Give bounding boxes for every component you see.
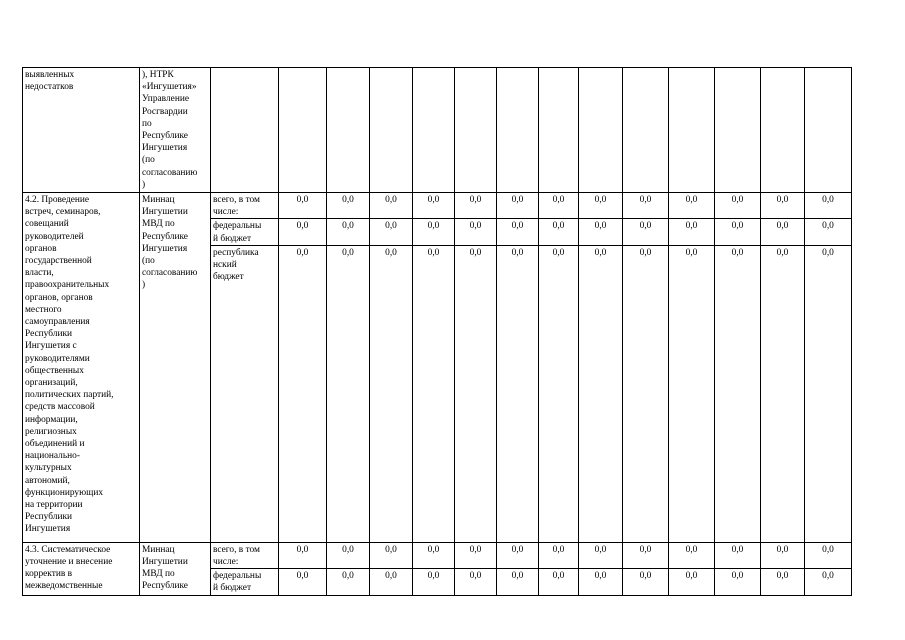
value-cell: 0,0 xyxy=(327,219,370,245)
value-cell xyxy=(761,68,805,193)
value-cell: 0,0 xyxy=(455,193,497,219)
value-cell: 0,0 xyxy=(761,245,805,542)
value-cell: 0,0 xyxy=(761,542,805,568)
value-cell xyxy=(279,68,327,193)
value-cell: 0,0 xyxy=(579,193,623,219)
value-cell xyxy=(805,68,852,193)
value-cell: 0,0 xyxy=(579,569,623,595)
value-cell: 0,0 xyxy=(327,569,370,595)
value-cell: 0,0 xyxy=(279,542,327,568)
value-cell: 0,0 xyxy=(669,193,715,219)
value-cell xyxy=(497,68,539,193)
value-cell: 0,0 xyxy=(623,569,669,595)
value-cell: 0,0 xyxy=(805,245,852,542)
value-cell: 0,0 xyxy=(623,193,669,219)
value-cell xyxy=(623,68,669,193)
value-cell xyxy=(413,68,455,193)
table-row xyxy=(23,193,852,219)
value-cell: 0,0 xyxy=(539,219,579,245)
value-cell: 0,0 xyxy=(370,245,413,542)
value-cell: 0,0 xyxy=(669,245,715,542)
value-cell: 0,0 xyxy=(327,245,370,542)
measure-cell: 4.2. Проведение встреч, семинаров, совещаний руководителей органов государственной власти, правоохранительных органов, органов местного самоуправления Республики Ингушетия с руководителями общественных организаций, политических партий, средств массовой информации, религиозных объединений и национально- культурных автономий, функционирующих на территории Республики Ингушетия xyxy=(23,193,140,543)
value-cell: 0,0 xyxy=(669,219,715,245)
value-cell xyxy=(539,68,579,193)
value-cell xyxy=(579,68,623,193)
value-cell: 0,0 xyxy=(279,569,327,595)
value-cell: 0,0 xyxy=(761,193,805,219)
value-cell xyxy=(327,68,370,193)
value-cell: 0,0 xyxy=(805,193,852,219)
value-cell: 0,0 xyxy=(715,569,761,595)
value-cell: 0,0 xyxy=(715,193,761,219)
funding-source-cell: всего, в том числе: xyxy=(211,193,279,219)
value-cell: 0,0 xyxy=(413,193,455,219)
value-cell: 0,0 xyxy=(539,193,579,219)
value-cell: 0,0 xyxy=(279,193,327,219)
value-cell: 0,0 xyxy=(455,569,497,595)
value-cell: 0,0 xyxy=(370,542,413,568)
measure-cell: 4.3. Систематическое уточнение и внесение корректив в межведомственные xyxy=(23,542,140,595)
value-cell: 0,0 xyxy=(805,219,852,245)
value-cell: 0,0 xyxy=(715,245,761,542)
value-cell: 0,0 xyxy=(623,542,669,568)
table-row xyxy=(23,68,852,193)
value-cell: 0,0 xyxy=(623,245,669,542)
value-cell: 0,0 xyxy=(413,569,455,595)
value-cell: 0,0 xyxy=(279,219,327,245)
value-cell: 0,0 xyxy=(623,219,669,245)
funding-source-cell: всего, в том числе: xyxy=(211,542,279,568)
value-cell: 0,0 xyxy=(715,542,761,568)
value-cell: 0,0 xyxy=(761,219,805,245)
value-cell: 0,0 xyxy=(805,569,852,595)
value-cell: 0,0 xyxy=(715,219,761,245)
value-cell: 0,0 xyxy=(761,569,805,595)
value-cell: 0,0 xyxy=(497,219,539,245)
value-cell: 0,0 xyxy=(327,542,370,568)
executor-cell: ), НТРК «Ингушетия» Управление Росгвардии по Республике Ингушетия (по согласованию ) xyxy=(140,68,211,193)
value-cell: 0,0 xyxy=(327,193,370,219)
value-cell: 0,0 xyxy=(579,219,623,245)
value-cell: 0,0 xyxy=(497,193,539,219)
value-cell: 0,0 xyxy=(455,219,497,245)
value-cell: 0,0 xyxy=(370,569,413,595)
table-row xyxy=(23,542,852,568)
funding-source-cell: федеральны й бюджет xyxy=(211,569,279,595)
value-cell: 0,0 xyxy=(669,542,715,568)
value-cell: 0,0 xyxy=(370,219,413,245)
value-cell: 0,0 xyxy=(497,569,539,595)
executor-cell: Миннац Ингушетии МВД по Республике Ингушетия (по согласованию ) xyxy=(140,193,211,543)
value-cell: 0,0 xyxy=(539,569,579,595)
value-cell: 0,0 xyxy=(579,542,623,568)
budget-table xyxy=(22,67,852,596)
value-cell: 0,0 xyxy=(539,245,579,542)
value-cell xyxy=(370,68,413,193)
value-cell: 0,0 xyxy=(579,245,623,542)
value-cell: 0,0 xyxy=(370,193,413,219)
value-cell xyxy=(669,68,715,193)
value-cell: 0,0 xyxy=(413,219,455,245)
value-cell: 0,0 xyxy=(497,542,539,568)
value-cell: 0,0 xyxy=(279,245,327,542)
funding-source-cell: федеральны й бюджет xyxy=(211,219,279,245)
measure-cell: выявленных недостатков xyxy=(23,68,140,193)
value-cell xyxy=(715,68,761,193)
value-cell: 0,0 xyxy=(455,542,497,568)
executor-cell: Миннац Ингушетии МВД по Республике xyxy=(140,542,211,595)
source-cell xyxy=(211,68,279,193)
table-body xyxy=(23,68,852,596)
value-cell: 0,0 xyxy=(497,245,539,542)
value-cell: 0,0 xyxy=(413,245,455,542)
value-cell: 0,0 xyxy=(455,245,497,542)
value-cell: 0,0 xyxy=(805,542,852,568)
funding-source-cell: республика нский бюджет xyxy=(211,245,279,542)
value-cell: 0,0 xyxy=(413,542,455,568)
value-cell: 0,0 xyxy=(539,542,579,568)
value-cell xyxy=(455,68,497,193)
value-cell: 0,0 xyxy=(669,569,715,595)
